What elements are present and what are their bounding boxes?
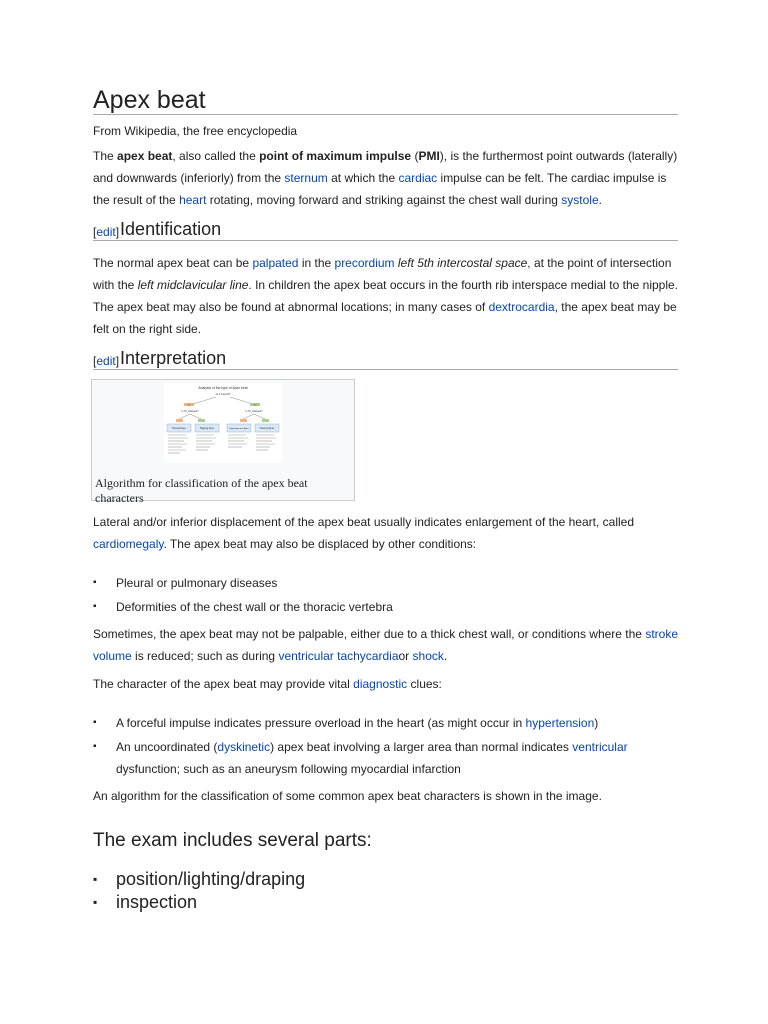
text: dysfunction; such as an aneurysm following myocardial infarction — [116, 762, 461, 776]
link-cardiac[interactable]: cardiac — [398, 171, 438, 185]
link-sternum[interactable]: sternum — [284, 171, 328, 185]
section-title: Identification — [120, 219, 222, 239]
page-title: Apex beat — [93, 86, 678, 115]
list-item — [93, 868, 678, 891]
text: , at the point of intersection with the — [93, 256, 672, 292]
text: impulse can be felt. The cardiac impulse is the result of the — [93, 171, 667, 207]
thumb-question: Is it found? — [215, 392, 231, 396]
edit-link[interactable]: edit — [96, 354, 116, 368]
text: The normal apex beat can be — [93, 256, 253, 270]
thumb-title: Analysis of the type of Apex beat — [198, 386, 248, 390]
interpretation-paragraph-3 — [93, 673, 678, 695]
bold-term: apex beat — [117, 149, 173, 163]
right-branch: Is Ht_enlarged? — [245, 410, 263, 413]
link-diagnostic[interactable]: diagnostic — [353, 677, 408, 691]
algorithm-thumbnail-image[interactable] — [164, 383, 282, 463]
flowchart-thumbnail — [164, 383, 282, 463]
article — [93, 86, 678, 914]
link-cardiomegaly[interactable]: cardiomegaly — [93, 537, 164, 551]
clues-list — [93, 712, 678, 780]
edit-section-link: [edit] — [93, 354, 120, 368]
text: . — [443, 649, 448, 663]
edit-link[interactable]: edit — [96, 225, 116, 239]
list-item-text: inspection — [116, 892, 198, 912]
no-label: No — [187, 404, 191, 407]
text: The character of the apex beat may provide vital — [93, 677, 354, 691]
bullet-glyph: ▪ — [93, 741, 97, 752]
interpretation-paragraph-1 — [93, 511, 678, 555]
text: A forceful impulse indicates pressure overload in the heart (as might occur in — [116, 716, 526, 730]
list-item — [93, 712, 678, 734]
link-shock[interactable]: shock — [412, 649, 444, 663]
bullet-glyph: ▪ — [93, 717, 97, 728]
text: . — [598, 193, 602, 207]
branch-node — [198, 419, 205, 422]
bullet-glyph: ▪ — [93, 895, 98, 909]
figure-algorithm[interactable] — [91, 379, 355, 505]
text: Lateral and/or inferior displacement of the apex beat usually indicates enlargement of the heart, called — [93, 515, 634, 529]
page-subtitle: From Wikipedia, the free encyclopedia — [93, 124, 298, 138]
branch-node — [240, 419, 247, 422]
text: . In children the apex beat occurs in the fourth rib interspace medial to the nipple. The apex beat may also be found at abnormal locations; in many cases of — [93, 278, 679, 314]
result-text-lines — [168, 435, 276, 453]
bold-term: point of maximum impulse — [259, 149, 412, 163]
result-box-label: Normal Apex — [172, 427, 186, 430]
link-heart[interactable]: heart — [179, 193, 207, 207]
bullet-glyph: ▪ — [93, 601, 97, 612]
text: , also called the — [172, 149, 260, 163]
text: rotating, moving forward and striking against the chest wall during — [206, 193, 562, 207]
text: The — [93, 149, 118, 163]
list-item — [93, 572, 678, 594]
result-box-label: Heaving Apex — [259, 427, 275, 430]
link-ventricular[interactable]: ventricular — [572, 740, 628, 754]
link-palpated[interactable]: palpated — [252, 256, 299, 270]
list-item — [93, 891, 678, 914]
exam-heading: The exam includes several parts: — [93, 830, 372, 851]
link-ventricular-tachycardia[interactable]: ventricular tachycardia — [278, 649, 399, 663]
section-heading-identification — [93, 217, 678, 241]
list-item-text: Deformities of the chest wall or the thoracic vertebra — [116, 600, 393, 614]
link-systole[interactable]: systole — [561, 193, 599, 207]
interpretation-paragraph-4: An algorithm for the classification of some common apex beat characters is shown in the image. — [93, 789, 602, 803]
text: , the apex beat may be felt on the right side. — [93, 300, 677, 336]
edit-section-link: [edit] — [93, 225, 120, 239]
branch-node — [176, 419, 183, 422]
text: is reduced; such as during — [131, 649, 279, 663]
interpretation-paragraph-2 — [93, 623, 678, 667]
flow-arrow — [187, 397, 256, 407]
bullet-glyph: ▪ — [93, 872, 98, 886]
text: . The apex beat may also be displaced by other conditions: — [163, 537, 477, 551]
text: or — [398, 649, 413, 663]
branch-node — [262, 419, 269, 422]
figure-caption: Algorithm for classification of the apex beat characters — [95, 476, 308, 505]
text: ), is the furthermost point outwards (laterally) and downwards (inferiorly) from the — [93, 149, 678, 185]
conditions-list — [93, 572, 678, 618]
list-item — [93, 736, 678, 780]
result-box-label: Tapping Apex — [199, 427, 215, 430]
yes-label: Yes — [253, 404, 257, 407]
link-hypertension[interactable]: hypertension — [525, 716, 595, 730]
text: ) — [594, 716, 599, 730]
flow-arrow — [179, 414, 265, 419]
text: ) apex beat involving a larger area than normal indicates — [270, 740, 573, 754]
link-precordium[interactable]: precordium — [334, 256, 395, 270]
bullet-glyph: ▪ — [93, 577, 97, 588]
text: ( — [411, 149, 419, 163]
bold-term: PMI — [418, 149, 440, 163]
text: An uncoordinated ( — [116, 740, 218, 754]
list-item-text: Pleural or pulmonary diseases — [116, 576, 278, 590]
left-branch: Is Ht_enlarged? — [181, 410, 199, 413]
text: clues: — [407, 677, 442, 691]
section-heading-interpretation — [93, 346, 678, 370]
identification-paragraph — [93, 252, 678, 340]
list-item — [93, 596, 678, 618]
intro-paragraph — [93, 145, 678, 211]
link-dyskinetic[interactable]: dyskinetic — [217, 740, 271, 754]
italic-term: left 5th intercostal space — [397, 256, 528, 270]
result-box-label: Hyperdynamic Apex — [229, 428, 249, 430]
text: at which the — [327, 171, 399, 185]
link-stroke-volume[interactable]: stroke volume — [93, 627, 679, 663]
text: in the — [298, 256, 335, 270]
italic-term: left midclavicular line — [137, 278, 249, 292]
link-dextrocardia[interactable]: dextrocardia — [488, 300, 555, 314]
exam-parts-list — [93, 868, 678, 914]
list-item-text: position/lighting/draping — [116, 869, 306, 889]
text: Sometimes, the apex beat may not be palpable, either due to a thick chest wall, or conditions where the — [93, 627, 646, 641]
section-title: Interpretation — [120, 348, 227, 368]
